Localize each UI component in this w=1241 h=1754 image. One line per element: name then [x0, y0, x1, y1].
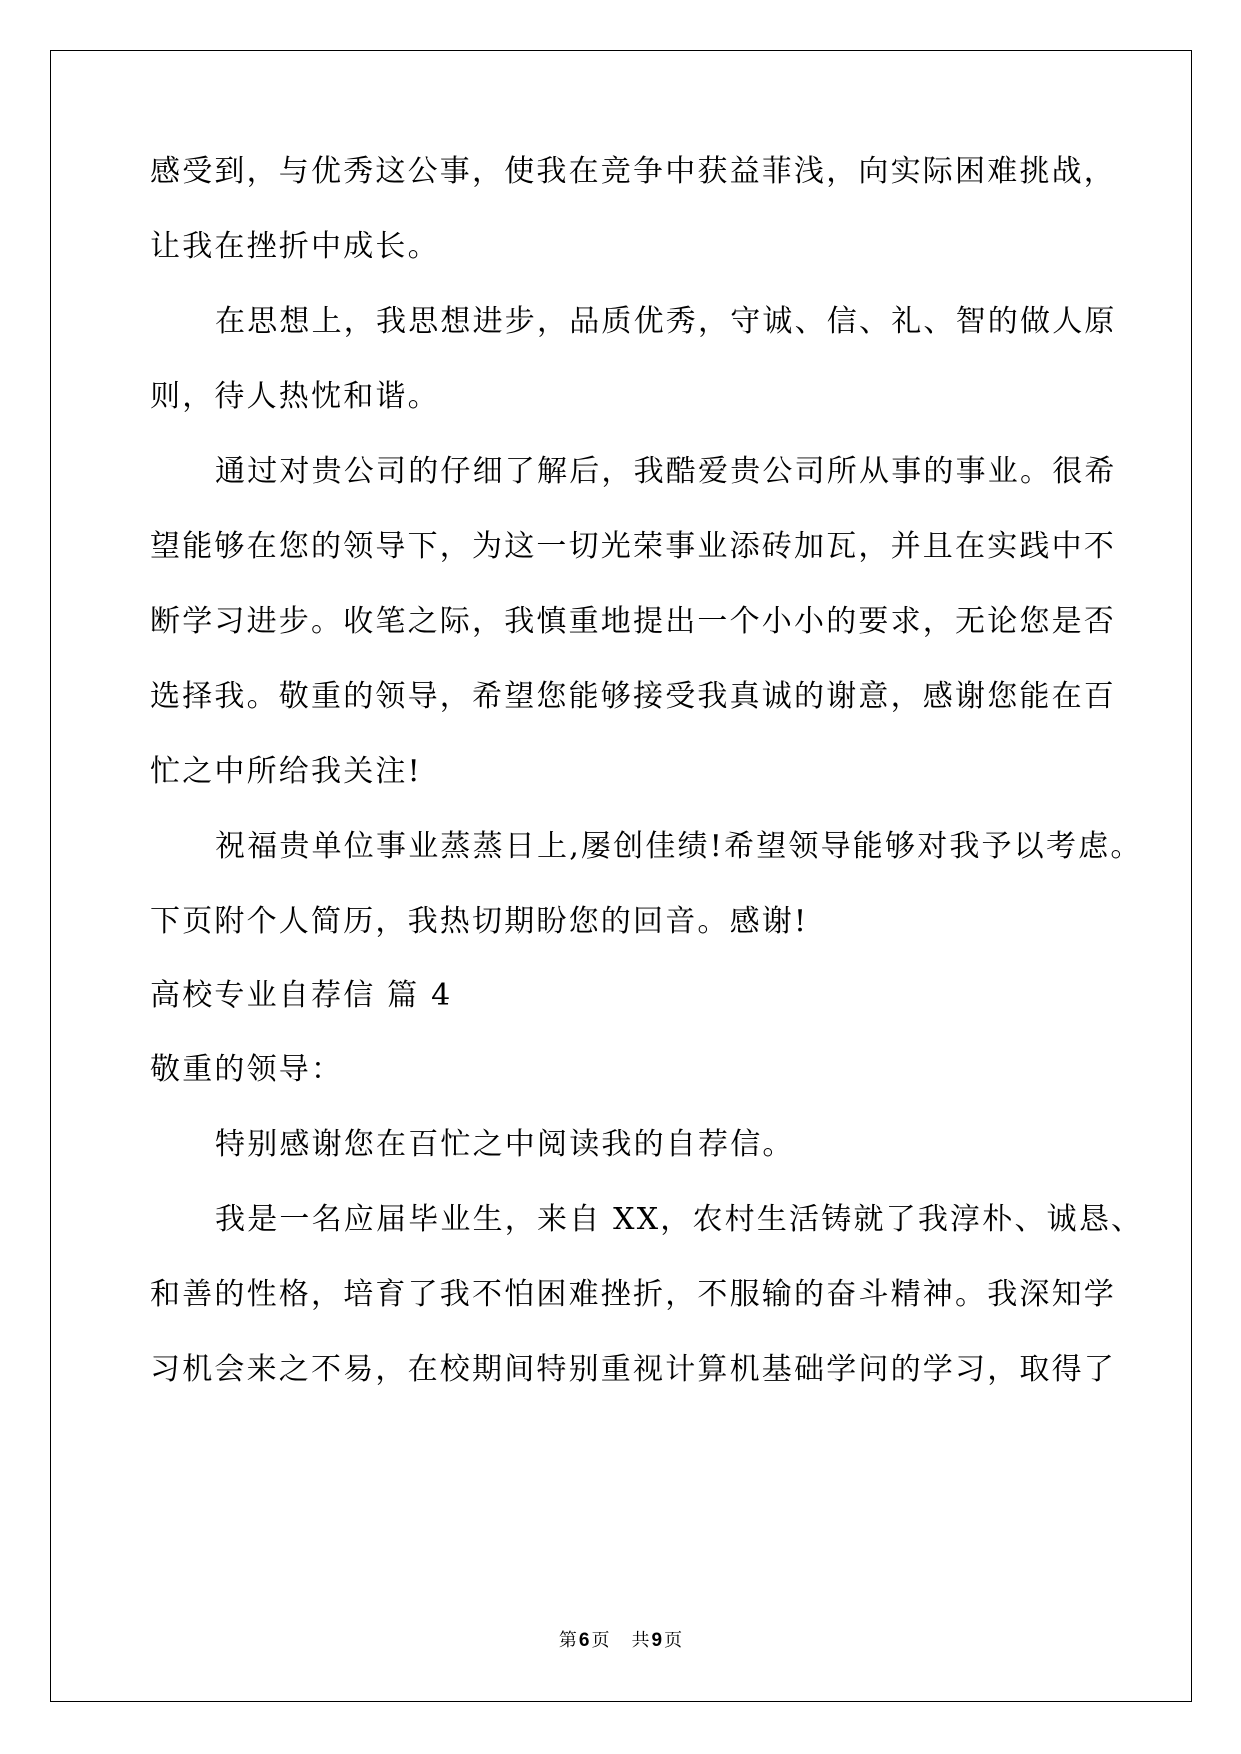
text-line: 和善的性格，培育了我不怕困难挫折，不服输的奋斗精神。我深知学 [150, 1277, 1116, 1312]
footer-prefix: 第 [558, 1630, 577, 1651]
paragraph-start-line: 我是一名应届毕业生，来自 XX，农村生活铸就了我淳朴、诚恳、 [215, 1202, 1144, 1237]
total-pages-number: 9 [651, 1630, 663, 1651]
section-heading: 高校专业自荐信 篇 4 [150, 978, 453, 1013]
text-line: 让我在挫折中成长。 [150, 229, 440, 264]
page-footer [0, 1630, 1241, 1652]
paragraph-start-line: 特别感谢您在百忙之中阅读我的自荐信。 [215, 1127, 795, 1162]
footer-total-suffix: 页 [664, 1630, 683, 1651]
paragraph-start-line: 祝福贵单位事业蒸蒸日上,屡创佳绩!希望领导能够对我予以考虑。 [215, 829, 1143, 864]
footer-page-suffix: 页 [591, 1630, 610, 1651]
text-line: 忙之中所给我关注! [150, 754, 422, 789]
text-line: 断学习进步。收笔之际，我慎重地提出一个小小的要求，无论您是否 [150, 604, 1116, 639]
salutation: 敬重的领导： [150, 1052, 344, 1087]
paragraph-start-line: 通过对贵公司的仔细了解后，我酷爱贵公司所从事的事业。很希 [215, 454, 1117, 489]
text-line: 选择我。敬重的领导，希望您能够接受我真诚的谢意，感谢您能在百 [150, 679, 1116, 714]
text-line: 感受到，与优秀这公事，使我在竞争中获益菲浅，向实际困难挑战， [150, 154, 1116, 189]
text-line: 下页附个人简历，我热切期盼您的回音。感谢! [150, 904, 809, 939]
paragraph-start-line: 在思想上，我思想进步，品质优秀，守诚、信、礼、智的做人原 [215, 304, 1117, 339]
footer-total-prefix: 共 [631, 1630, 650, 1651]
text-line: 望能够在您的领导下，为这一切光荣事业添砖加瓦，并且在实践中不 [150, 529, 1116, 564]
text-line: 习机会来之不易，在校期间特别重视计算机基础学问的学习，取得了 [150, 1352, 1116, 1387]
current-page-number: 6 [578, 1630, 590, 1651]
page-border [50, 50, 1192, 1702]
text-line: 则，待人热忱和谐。 [150, 379, 440, 414]
